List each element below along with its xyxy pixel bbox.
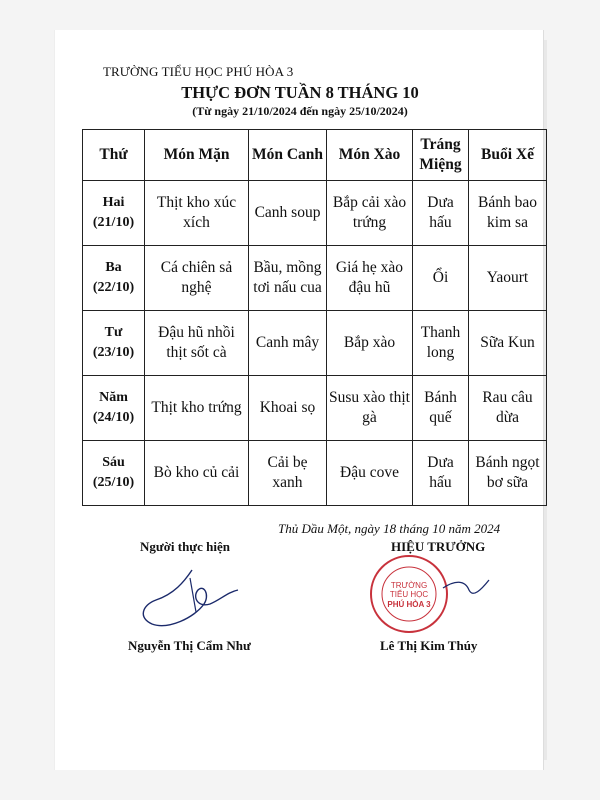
- main-dish-cell: Thịt kho xúc xích: [145, 181, 249, 246]
- dessert-cell: Ổi: [413, 246, 469, 311]
- snack-cell: Rau câu dừa: [469, 376, 547, 441]
- header-dessert: Tráng Miệng: [413, 130, 469, 181]
- table-row: [83, 376, 547, 441]
- day-name: Sáu: [102, 455, 125, 470]
- principal-name: Lê Thị Kim Thúy: [380, 638, 478, 653]
- soup-cell: Khoai sọ: [249, 376, 327, 441]
- table-row: [83, 246, 547, 311]
- day-name: Năm: [99, 390, 128, 405]
- svg-text:TIỂU HỌC: TIỂU HỌC: [389, 590, 429, 599]
- header-main-dish: Món Mặn: [145, 130, 249, 181]
- svg-text:TRƯỜNG: TRƯỜNG: [390, 581, 428, 590]
- dessert-cell: Dưa hấu: [413, 441, 469, 506]
- snack-cell: Bánh bao kim sa: [469, 181, 547, 246]
- day-name: Hai: [102, 195, 125, 210]
- main-dish-cell: Cá chiên sả nghệ: [145, 246, 249, 311]
- dessert-cell: Thanh long: [413, 311, 469, 376]
- stir-fry-cell: Đậu cove: [327, 441, 413, 506]
- stir-fry-cell: Giá hẹ xào đậu hũ: [327, 246, 413, 311]
- header-soup: Món Canh: [249, 130, 327, 181]
- header-day: Thứ: [83, 130, 145, 181]
- principal-signature: [443, 580, 489, 593]
- menu-date-range: (Từ ngày 21/10/2024 đến ngày 25/10/2024): [192, 104, 408, 118]
- table-row: [83, 311, 547, 376]
- main-dish-cell: Thịt kho trứng: [145, 376, 249, 441]
- day-date: (22/10): [92, 280, 135, 295]
- table-row: [83, 441, 547, 506]
- school-seal: [365, 550, 505, 636]
- day-date: (23/10): [92, 345, 135, 360]
- school-name: TRƯỜNG TIỂU HỌC PHÚ HÒA 3: [103, 64, 294, 79]
- menu-table: [82, 129, 547, 506]
- table-header-row: [83, 130, 547, 181]
- stir-fry-cell: Bắp cải xào trứng: [327, 181, 413, 246]
- day-cell: [83, 441, 145, 506]
- soup-cell: Bầu, mồng tơi nấu cua: [249, 246, 327, 311]
- preparer-name: Nguyễn Thị Cẩm Như: [128, 638, 251, 653]
- day-cell: [83, 376, 145, 441]
- day-cell: [83, 181, 145, 246]
- day-cell: [83, 246, 145, 311]
- dessert-cell: Dưa hấu: [413, 181, 469, 246]
- snack-cell: Yaourt: [469, 246, 547, 311]
- preparer-signature: [134, 560, 244, 630]
- day-date: (25/10): [92, 475, 135, 490]
- stir-fry-cell: Susu xào thịt gà: [327, 376, 413, 441]
- day-name: Tư: [104, 325, 123, 340]
- soup-cell: Canh mây: [249, 311, 327, 376]
- preparer-role: Người thực hiện: [140, 539, 230, 554]
- snack-cell: Bánh ngọt bơ sữa: [469, 441, 547, 506]
- header-stir-fry: Món Xào: [327, 130, 413, 181]
- svg-text:PHÚ HÒA 3: PHÚ HÒA 3: [387, 600, 431, 609]
- main-dish-cell: Bò kho củ cải: [145, 441, 249, 506]
- day-date: (21/10): [92, 215, 135, 230]
- stir-fry-cell: Bắp xào: [327, 311, 413, 376]
- main-dish-cell: Đậu hũ nhồi thịt sốt cà: [145, 311, 249, 376]
- table-row: [83, 181, 547, 246]
- principal-role: HIỆU TRƯỞNG: [391, 539, 486, 554]
- day-cell: [83, 311, 145, 376]
- soup-cell: Canh soup: [249, 181, 327, 246]
- header-snack: Buổi Xế: [469, 130, 547, 181]
- day-name: Ba: [105, 260, 122, 275]
- dessert-cell: Bánh quế: [413, 376, 469, 441]
- soup-cell: Cải bẹ xanh: [249, 441, 327, 506]
- place-date: Thủ Dầu Một, ngày 18 tháng 10 năm 2024: [278, 521, 501, 536]
- snack-cell: Sữa Kun: [469, 311, 547, 376]
- day-date: (24/10): [92, 410, 135, 425]
- menu-title: THỰC ĐƠN TUẦN 8 THÁNG 10: [181, 83, 419, 102]
